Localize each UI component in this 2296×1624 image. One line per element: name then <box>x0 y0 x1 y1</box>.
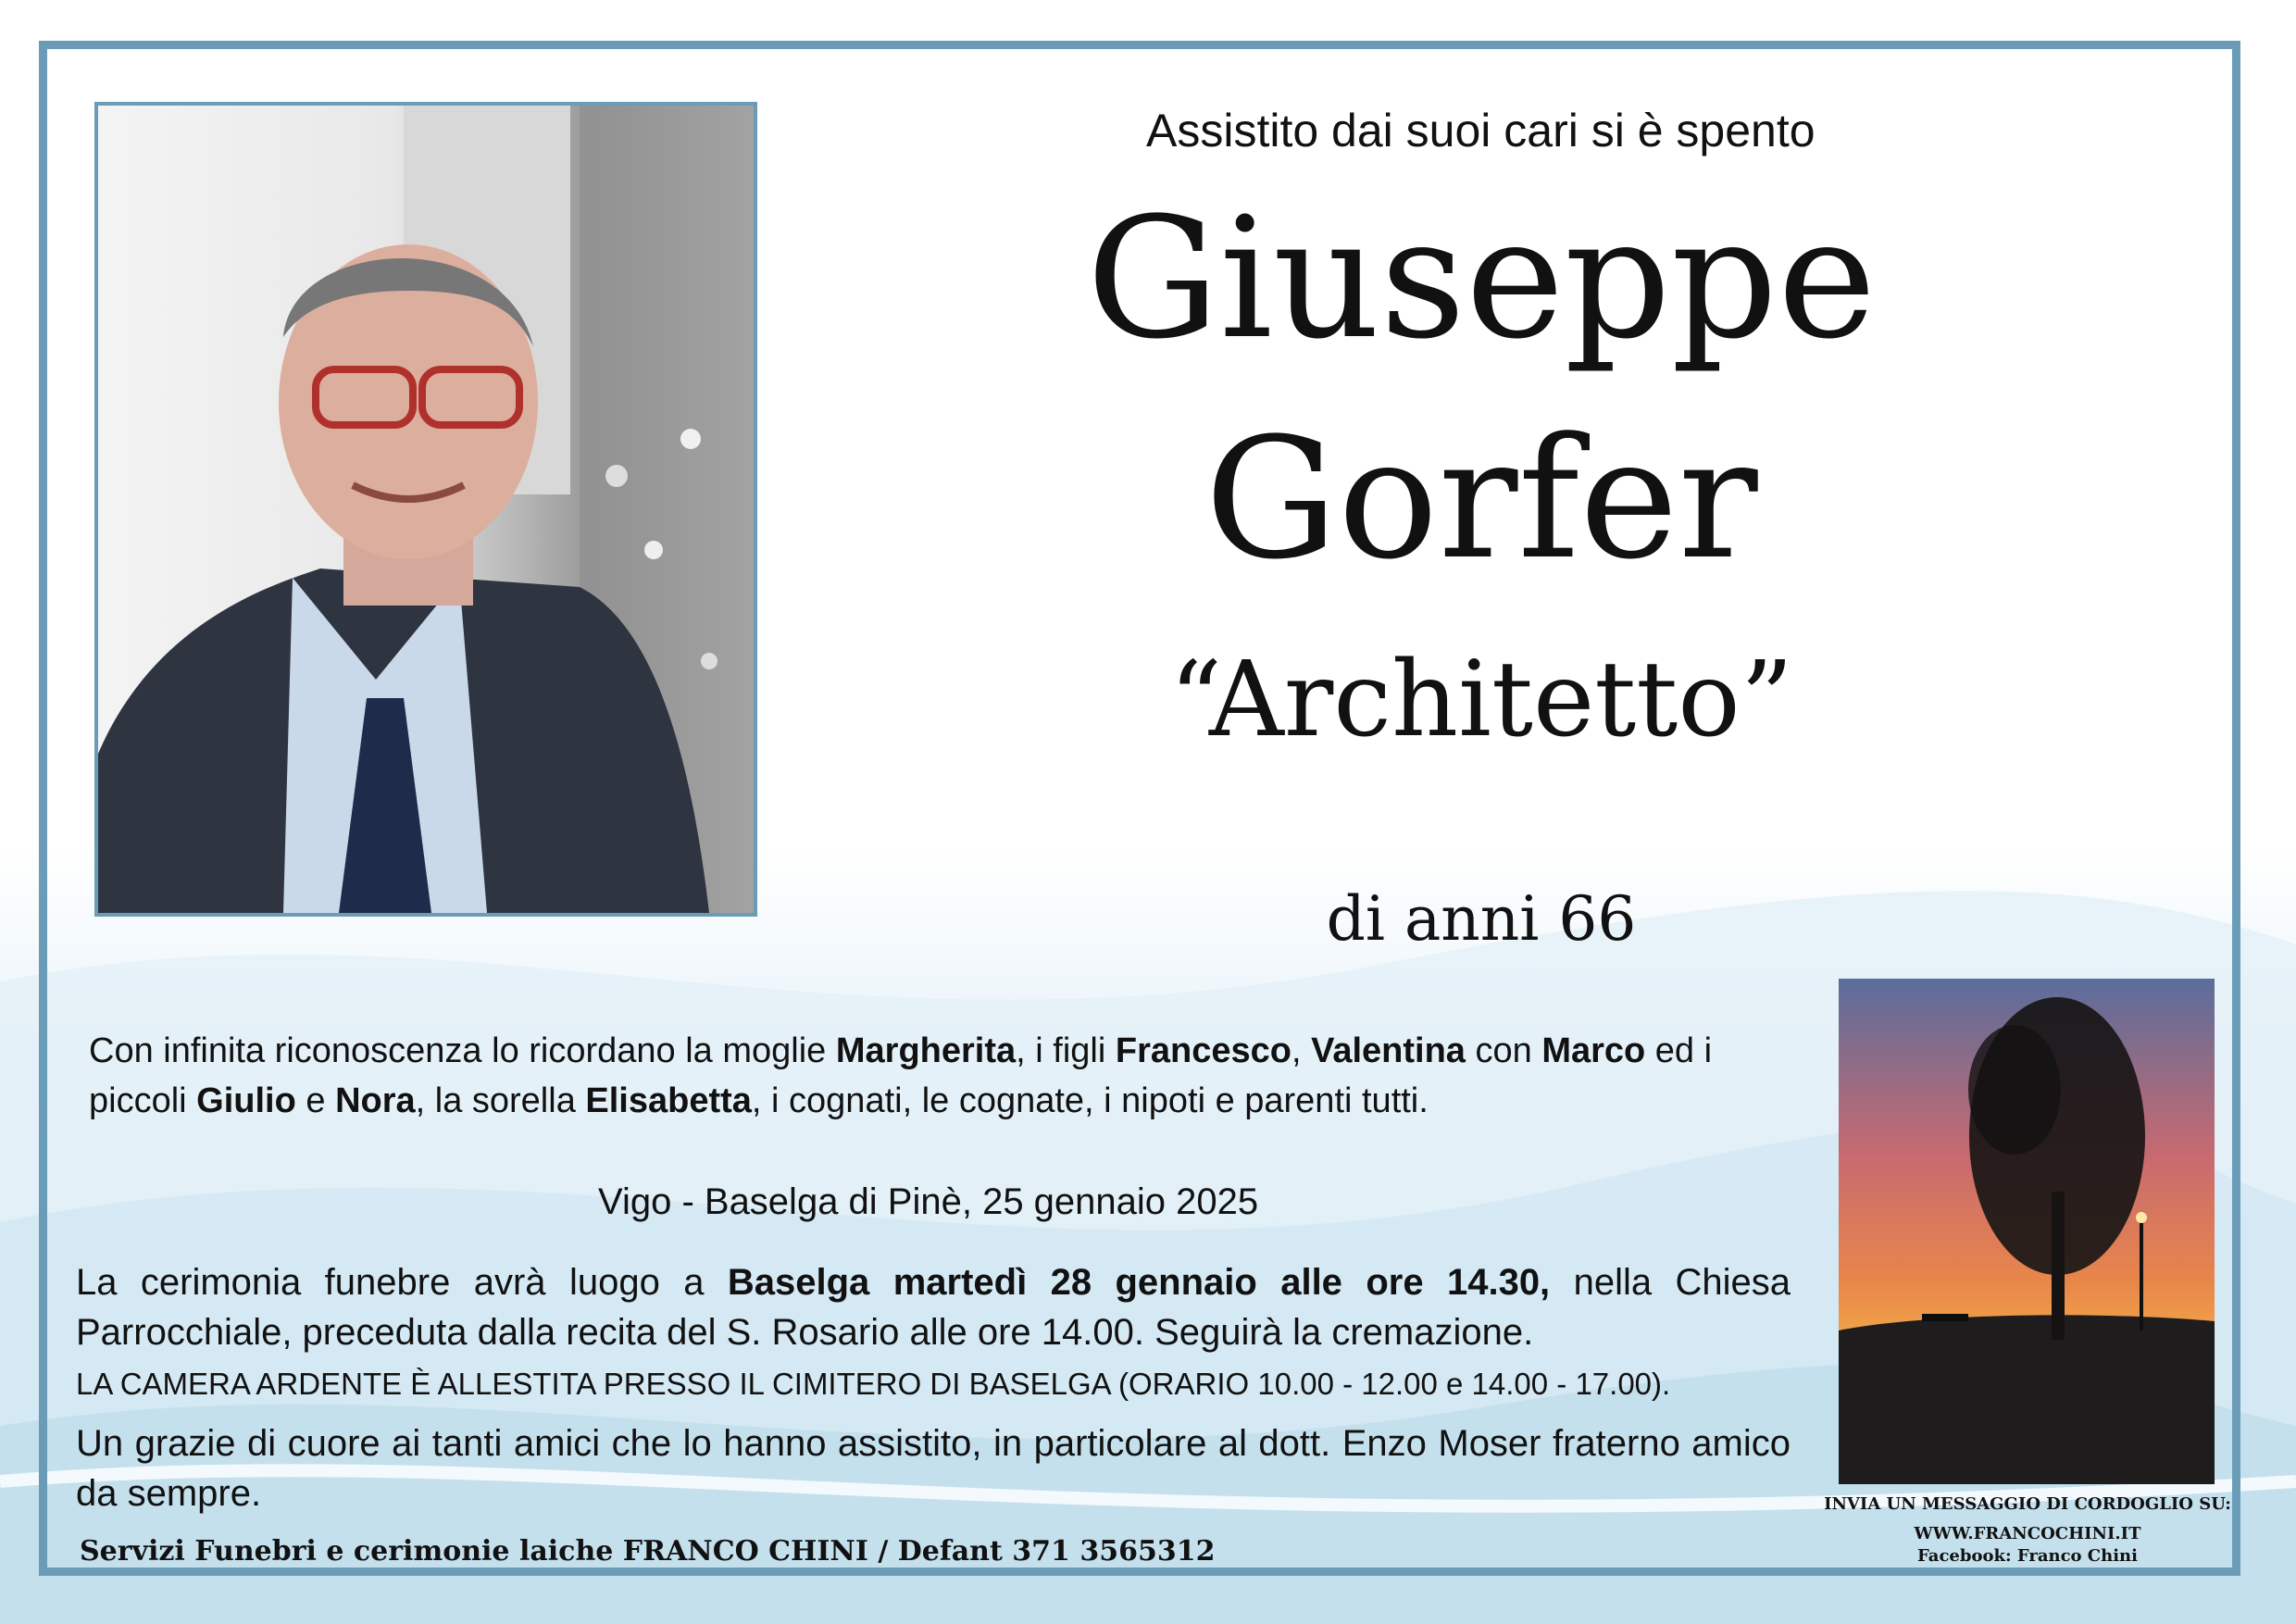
text-span: , la sorella <box>415 1081 586 1120</box>
sunset-illustration <box>1839 979 2215 1484</box>
text-span: e <box>295 1081 336 1120</box>
first-name: Giuseppe <box>1086 182 1877 376</box>
chapel-notice: LA CAMERA ARDENTE È ALLESTITA PRESSO IL CIMITERO DI BASELGA (ORARIO 10.00 - 12.00 e 14.00 - 17.00). <box>76 1367 1671 1401</box>
text-span: con <box>1465 1031 1542 1070</box>
portrait-photo <box>94 102 757 917</box>
text-span: , <box>1291 1031 1312 1070</box>
grandchild-name: Giulio <box>196 1081 296 1120</box>
text-span: ed i piccoli <box>89 1031 1713 1120</box>
child-name: Valentina <box>1311 1031 1466 1070</box>
ceremony-paragraph <box>76 1257 1791 1357</box>
last-name: Gorfer <box>1204 403 1758 596</box>
text-span: Con infinita riconoscenza lo ricordano la moglie <box>89 1031 836 1070</box>
thanks-paragraph: Un grazie di cuore ai tanti amici che lo hanno assistito, in particolare al dott. Enzo Moser fraterno amico da sempre. <box>76 1423 1791 1514</box>
funeral-service-footer: Servizi Funebri e cerimonie laiche FRANCO CHINI / Defant 371 3565312 <box>80 1535 1216 1568</box>
sister-name: Elisabetta <box>585 1081 752 1120</box>
text-span: La cerimonia funebre avrà luogo a <box>76 1262 728 1303</box>
portrait-illustration <box>98 106 754 913</box>
text-span: nella Chiesa Parrocchiale, preceduta dalla recita del S. Rosario alle ore 14.00. Seguirà la cremazione. <box>76 1262 1791 1353</box>
wife-name: Margherita <box>835 1031 1017 1070</box>
sunset-photo <box>1839 979 2215 1484</box>
family-paragraph <box>89 1026 1811 1126</box>
condolence-facebook[interactable]: Facebook: Franco Chini <box>1917 1546 2138 1566</box>
text-span: , i cognati, le cognate, i nipoti e parenti tutti. <box>751 1081 1429 1120</box>
intro-text: Assistito dai suoi cari si è spento <box>1146 105 1816 156</box>
nickname: “Architetto” <box>1169 640 1793 760</box>
age-text: di anni 66 <box>1326 883 1637 955</box>
grandchild-name: Nora <box>335 1081 416 1120</box>
condolence-website[interactable]: WWW.FRANCOCHINI.IT <box>1914 1524 2141 1543</box>
text-span: , i figli <box>1016 1031 1116 1070</box>
place-date: Vigo - Baselga di Pinè, 25 gennaio 2025 <box>598 1181 1259 1222</box>
child-name: Francesco <box>1115 1031 1292 1070</box>
ceremony-datetime: Baselga martedì 28 gennaio alle ore 14.30, <box>727 1262 1551 1303</box>
condolence-label: INVIA UN MESSAGGIO DI CORDOGLIO SU: <box>1824 1494 2231 1514</box>
relative-name: Marco <box>1541 1031 1646 1070</box>
